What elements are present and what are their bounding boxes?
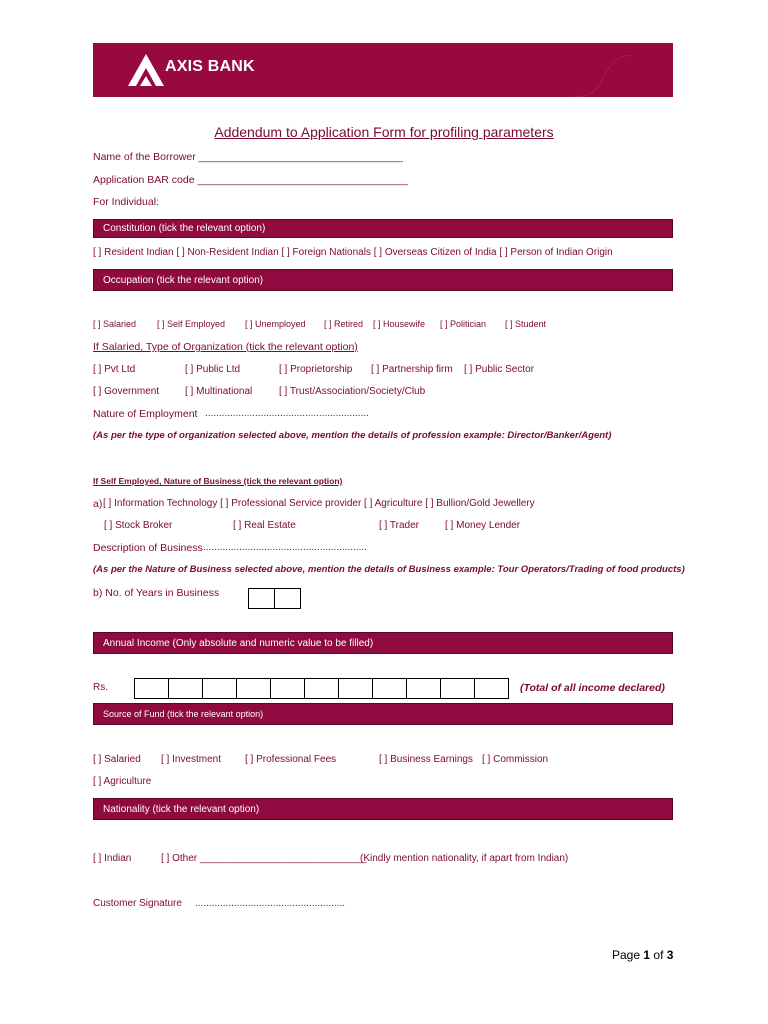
org-option-trust[interactable]: [ ] Trust/Association/Society/Club bbox=[279, 386, 426, 397]
brand-name: AXIS BANK bbox=[165, 58, 255, 75]
salaried-note: (As per the type of organization selected above, mention the details of profession example: Director/Banker/Agent) bbox=[93, 430, 612, 441]
business-option-trader[interactable]: [ ] Trader bbox=[379, 520, 420, 531]
org-option-pvt-ltd[interactable]: [ ] Pvt Ltd bbox=[93, 364, 136, 375]
occupation-option-self-employed[interactable]: [ ] Self Employed bbox=[157, 319, 226, 329]
business-options-row1[interactable]: [ ] Information Technology [ ] Professional Service provider [ ] Agriculture [ ] Bullion/Gold Jewellery bbox=[103, 498, 535, 509]
bar-code-field[interactable]: Application BAR code ____________________________________ bbox=[93, 174, 408, 186]
nationality-section-bar: Nationality (tick the relevant option) bbox=[93, 798, 673, 820]
occupation-option-salaried[interactable]: [ ] Salaried bbox=[93, 319, 137, 329]
nationality-option-other[interactable]: [ ] Other ______________________________ bbox=[161, 853, 367, 864]
income-digit-box[interactable] bbox=[338, 678, 373, 699]
business-option-stock-broker[interactable]: [ ] Stock Broker bbox=[104, 520, 173, 531]
source-option-salaried[interactable]: [ ] Salaried bbox=[93, 754, 141, 765]
self-employed-note: (As per the Nature of Business selected above, mention the details of Business example: Tour Operators/Trading of food products) bbox=[93, 564, 685, 575]
org-option-multinational[interactable]: [ ] Multinational bbox=[185, 386, 253, 397]
occupation-option-housewife[interactable]: [ ] Housewife bbox=[373, 319, 426, 329]
nature-of-employment-field[interactable]: ........................................................... bbox=[205, 408, 369, 419]
business-option-money-lender[interactable]: [ ] Money Lender bbox=[445, 520, 521, 531]
customer-signature-field[interactable]: ...................................................... bbox=[195, 898, 346, 909]
org-option-proprietorship[interactable]: [ ] Proprietorship bbox=[279, 364, 353, 375]
occupation-option-retired[interactable]: [ ] Retired bbox=[324, 319, 364, 329]
nationality-option-indian[interactable]: [ ] Indian bbox=[93, 853, 132, 864]
source-option-investment[interactable]: [ ] Investment bbox=[161, 754, 222, 765]
income-digit-box[interactable] bbox=[236, 678, 271, 699]
income-note: (Total of all income declared) bbox=[520, 682, 665, 694]
business-option-real-estate[interactable]: [ ] Real Estate bbox=[233, 520, 296, 531]
occupation-section-bar: Occupation (tick the relevant option) bbox=[93, 269, 673, 291]
income-digit-box[interactable] bbox=[270, 678, 305, 699]
description-of-business-field[interactable]: ........................................................... bbox=[203, 542, 367, 553]
org-option-partnership[interactable]: [ ] Partnership firm bbox=[371, 364, 453, 375]
occupation-option-student[interactable]: [ ] Student bbox=[505, 319, 547, 329]
org-option-public-sector[interactable]: [ ] Public Sector bbox=[464, 364, 535, 375]
business-row1-prefix: a) bbox=[93, 498, 103, 510]
income-digit-box[interactable] bbox=[202, 678, 237, 699]
income-digit-box[interactable] bbox=[474, 678, 509, 699]
income-currency-label: Rs. bbox=[93, 682, 108, 693]
source-option-business-earnings[interactable]: [ ] Business Earnings bbox=[379, 754, 473, 765]
customer-signature-label: Customer Signature bbox=[93, 898, 182, 909]
constitution-options[interactable]: [ ] Resident Indian [ ] Non-Resident Indian [ ] Foreign Nationals [ ] Overseas Citizen of India [ ] Person of Indian Origin bbox=[93, 247, 613, 258]
source-option-agriculture[interactable]: [ ] Agriculture bbox=[93, 776, 152, 787]
occupation-option-unemployed[interactable]: [ ] Unemployed bbox=[245, 319, 306, 329]
for-individual-label: For Individual: bbox=[93, 196, 159, 208]
income-digit-box[interactable] bbox=[304, 678, 339, 699]
source-option-commission[interactable]: [ ] Commission bbox=[482, 754, 549, 765]
salaried-heading: If Salaried, Type of Organization (tick the relevant option) bbox=[93, 341, 358, 353]
axis-logo-icon bbox=[128, 54, 164, 86]
page-title: Addendum to Application Form for profiling parameters bbox=[214, 124, 554, 140]
years-in-business-label: b) No. of Years in Business bbox=[93, 587, 220, 599]
org-option-public-ltd[interactable]: [ ] Public Ltd bbox=[185, 364, 241, 375]
income-digit-box[interactable] bbox=[440, 678, 475, 699]
page-number: Page 1 of 3 bbox=[612, 948, 674, 962]
income-digit-box[interactable] bbox=[372, 678, 407, 699]
annual-income-section-bar: Annual Income (Only absolute and numeric value to be filled) bbox=[93, 632, 673, 654]
income-digit-box[interactable] bbox=[168, 678, 203, 699]
constitution-section-bar: Constitution (tick the relevant option) bbox=[93, 219, 673, 238]
org-option-government[interactable]: [ ] Government bbox=[93, 386, 160, 397]
source-of-fund-section-bar: Source of Fund (tick the relevant option) bbox=[93, 703, 673, 725]
self-employed-heading: If Self Employed, Nature of Business (tick the relevant option) bbox=[93, 476, 343, 486]
years-box-2[interactable] bbox=[274, 588, 301, 609]
nature-of-employment-label: Nature of Employment bbox=[93, 408, 198, 420]
occupation-option-politician[interactable]: [ ] Politician bbox=[440, 319, 487, 329]
income-digit-box[interactable] bbox=[134, 678, 169, 699]
borrower-field[interactable]: Name of the Borrower ___________________________________ bbox=[93, 151, 404, 163]
description-of-business-label: Description of Business bbox=[93, 542, 203, 554]
years-box-1[interactable] bbox=[248, 588, 275, 609]
income-digit-box[interactable] bbox=[406, 678, 441, 699]
header-curve-decoration bbox=[573, 43, 673, 97]
nationality-note: (Kindly mention nationality, if apart from Indian) bbox=[360, 853, 569, 864]
source-option-professional-fees[interactable]: [ ] Professional Fees bbox=[245, 754, 337, 765]
